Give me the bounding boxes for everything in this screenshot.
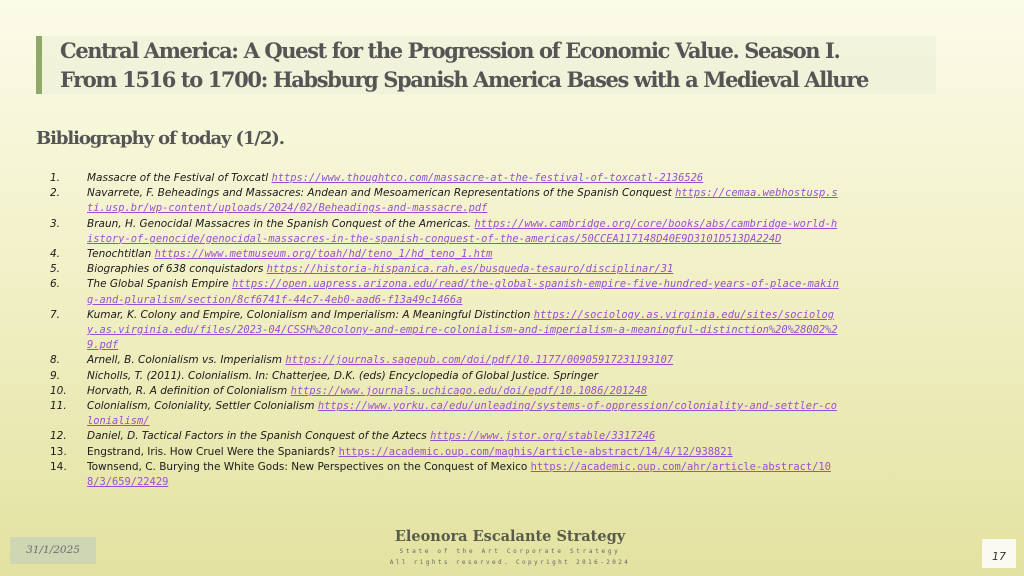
citation-text: Tenochtitlan	[87, 248, 155, 261]
date-badge: 31/1/2025	[10, 537, 96, 564]
item-number: 4.	[50, 248, 61, 261]
citation-text: Nicholls, T. (2011). Colonialism. In: Chatterjee, D.K. (eds) Encyclopedia of Global Justice. Springer	[87, 369, 599, 382]
bibliography-item	[50, 277, 840, 307]
item-number: 2.	[50, 187, 61, 200]
bibliography-item	[50, 445, 840, 460]
bibliography-item	[50, 262, 840, 277]
citation-text: Navarrete, F. Beheadings and Massacres: Andean and Mesoamerican Representations of the Spanish Conquest	[87, 187, 676, 200]
citation-text: Biographies of 638 conquistadors	[87, 263, 267, 276]
citation-text: Townsend, C. Burying the White Gods: New Perspectives on the Conquest of Mexico	[87, 460, 531, 473]
citation-text: Daniel, D. Tactical Factors in the Spanish Conquest of the Aztecs	[87, 430, 431, 443]
citation-link[interactable]: https://www.jstor.org/stable/3317246	[430, 430, 656, 443]
item-number: 14.	[50, 460, 67, 473]
citation-link[interactable]: https://open.uapress.arizona.edu/read/the-global-spanish-empire-five-hundred-years-of-place-making-and-pluralism/section/8cf6741f-44c7-4eb0-aad6-f13a49c1466a	[87, 278, 839, 306]
item-number: 8.	[50, 354, 61, 367]
item-number: 10.	[50, 384, 67, 397]
citation-text: Horvath, R. A definition of Colonialism	[87, 384, 291, 397]
citation-text: Massacre of the Festival of Toxcatl	[87, 172, 272, 184]
citation-link[interactable]: https://www.thoughtco.com/massacre-at-the-festival-of-toxcatl-2136526	[271, 172, 704, 184]
bibliography-item	[50, 399, 840, 429]
slide-title	[60, 36, 940, 94]
bibliography-item	[50, 171, 840, 186]
citation-text: Colonialism, Coloniality, Settler Colonialism	[87, 400, 318, 413]
citation-link[interactable]: https://www.journals.uchicago.edu/doi/epdf/10.1086/201248	[290, 384, 648, 397]
item-number: 5.	[50, 263, 61, 276]
brand-name: Eleonora Escalante Strategy	[394, 528, 626, 545]
citation-text: Arnell, B. Colonialism vs. Imperialism	[87, 354, 286, 367]
bibliography-item	[50, 308, 840, 354]
citation-link[interactable]: https://www.cambridge.org/core/books/abs/cambridge-world-history-of-genocide/genocidal-massacres-in-the-spanish-conquest-of-the-americas/50CCEA117148D40E9D3101D513DA224D	[87, 217, 838, 245]
citation-link[interactable]: https://sociology.as.virginia.edu/sites/sociology.as.virginia.edu/files/2023-04/CSSH%20colony-and-empire-colonialism-and-imperialism-a-meaningful-distinction%20%28002%29.pdf	[87, 308, 838, 352]
bibliography-item	[50, 429, 840, 444]
bibliography-item	[50, 384, 840, 399]
citation-link[interactable]: https://journals.sagepub.com/doi/pdf/10.1177/00905917231193107	[285, 354, 674, 367]
bibliography-item	[50, 460, 840, 490]
bibliography-item	[50, 217, 840, 247]
title-accent-bar	[36, 36, 42, 94]
citation-text: The Global Spanish Empire	[87, 278, 233, 291]
bibliography-item	[50, 353, 840, 368]
citation-link[interactable]: https://www.yorku.ca/edu/unleading/systems-of-oppression/coloniality-and-settler-colonialism/	[87, 400, 838, 428]
citation-text: Braun, H. Genocidal Massacres in the Spanish Conquest of the Americas.	[87, 217, 475, 230]
item-number: 13.	[50, 445, 67, 458]
bibliography-list	[50, 171, 840, 490]
item-number: 9.	[50, 369, 61, 382]
citation-text: Kumar, K. Colony and Empire, Colonialism and Imperialism: A Meaningful Distinction	[87, 308, 534, 321]
citation-link[interactable]: https://cemaa.webhostusp.sti.usp.br/wp-content/uploads/2024/02/Beheadings-and-massacre.pdf	[87, 187, 838, 215]
page-number: 17	[982, 539, 1016, 568]
citation-link[interactable]: https://academic.oup.com/ahr/article-abstract/108/3/659/22429	[87, 460, 831, 489]
item-number: 7.	[50, 308, 61, 321]
bibliography-item	[50, 247, 840, 262]
slide-subtitle: Bibliography of today (1/2).	[36, 128, 284, 149]
citation-link[interactable]: https://www.metmuseum.org/toah/hd/teno_1/hd_teno_1.htm	[154, 248, 493, 261]
citation-link[interactable]: https://academic.oup.com/maghis/article-abstract/14/4/12/938821	[338, 445, 733, 458]
slide-title-line-2: From 1516 to 1700: Habsburg Spanish America Bases with a Medieval Allure	[60, 67, 868, 92]
slide-title-line-1: Central America: A Quest for the Progression of Economic Value. Season I.	[60, 38, 840, 63]
citation-text: Engstrand, Iris. How Cruel Were the Spaniards?	[87, 445, 339, 458]
item-number: 12.	[50, 430, 67, 443]
item-number: 11.	[50, 400, 67, 413]
item-number: 1.	[50, 172, 61, 184]
brand-tagline: State of the Art Corporate Strategy	[399, 548, 621, 555]
citation-link[interactable]: https://historia-hispanica.rah.es/busqueda-tesauro/disciplinar/31	[266, 263, 674, 276]
item-number: 6.	[50, 278, 61, 291]
copyright-notice: All rights reserved. Copyright 2016-2024	[389, 559, 631, 566]
bibliography-item	[50, 369, 840, 384]
bibliography-item	[50, 186, 840, 216]
item-number: 3.	[50, 217, 61, 230]
